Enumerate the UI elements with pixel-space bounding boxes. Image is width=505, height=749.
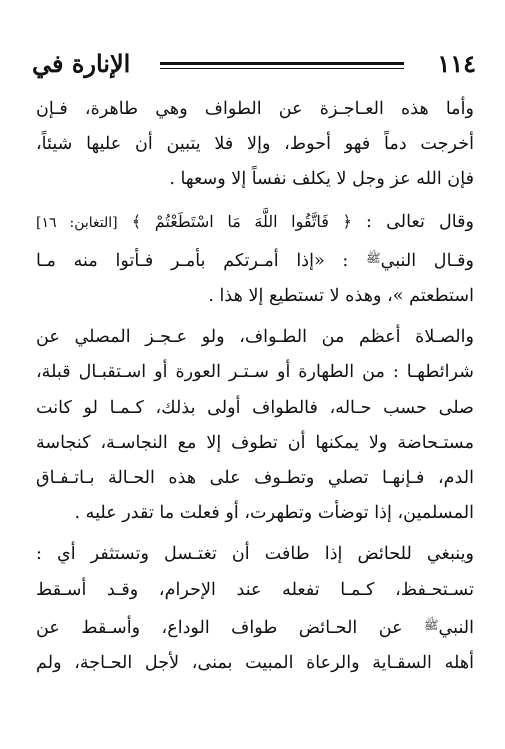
quote-intro: وقال تعالى :	[366, 211, 474, 232]
page-header	[32, 48, 476, 80]
text-line: الدم، فـإنهـا تصلي وتطـوف على هذه الحـالة بـاتـفـاق	[36, 468, 474, 489]
header-rule-thin	[160, 68, 404, 69]
paragraph-3	[36, 320, 474, 531]
hadith-text: : «إذا أمـرتكم بأمـر فـأتوا منه مـا	[36, 250, 349, 271]
text-line: أهله السقـاية والرعاة المبيت بمنى، لأجل الحـاجة، ولم	[36, 653, 474, 674]
text-line: تسـتحـفظ، كـمـا تفعله عند الإحرام، وقـد أسـقط	[36, 579, 474, 600]
text-line: والصـلاة أعظم من الطـواف، ولو عـجـز المصلي عن	[36, 327, 474, 348]
text-line	[36, 608, 474, 646]
text-line: استطعتم »، وهذه لا تستطيع إلا هذا .	[208, 286, 474, 307]
quran-verse: ﴿ فَاتَّقُوا اللَّهَ مَا اسْتَطَعْتُمْ ﴾	[131, 211, 352, 231]
text-line: وينبغي للحائض إذا طافت أن تغتـسل وتستثفر أي :	[36, 544, 474, 565]
book-title: الإنارة في	[32, 49, 131, 78]
salutation-glyph: ﷺ	[366, 250, 381, 265]
verse-reference: [التغابن: ١٦]	[36, 214, 118, 231]
text-line: فإن الله عز وجل لا يكلف نفساً إلا وسعها .	[169, 169, 474, 190]
paragraph-4	[36, 537, 474, 681]
paragraph-1	[36, 92, 474, 198]
text-line: المسلمين، إذا توضأت وتطهرت، أو فعلت ما تقدر عليه .	[74, 503, 474, 524]
text-line: وأما هذه العـاجـزة عن الطواف وهي طاهرة، فـإن	[36, 99, 474, 119]
salutation-glyph: ﷺ	[423, 617, 439, 632]
text-segment: عن الحـائض طواف الوداع، وأسـقط عن	[36, 617, 403, 638]
text-line	[36, 241, 474, 279]
text-line	[36, 204, 474, 241]
hadith-intro: وقـال النبي	[380, 250, 474, 271]
text-line: شرائطهـا : من الطهارة أو سـتـر العورة أو اسـتقبـال قبلة،	[36, 362, 474, 383]
text-line: مستـحاضة ولا يمكنها أن تطوف إلا مع النجاسـة، كنجاسة	[36, 432, 474, 453]
page-number: ١١٤	[437, 49, 476, 78]
text-line: صلى حسب حـاله، فالطواف أولى بذلك، كـمـا لو كانت	[36, 397, 474, 418]
page-body	[36, 92, 474, 687]
header-rule	[160, 62, 404, 65]
text-line: أخرجت دماً فهو أحوط، وإلا فلا يتبين أن عليها شيئاً،	[36, 134, 474, 155]
paragraph-2	[36, 204, 474, 315]
prophet-word: النبي	[438, 617, 474, 638]
